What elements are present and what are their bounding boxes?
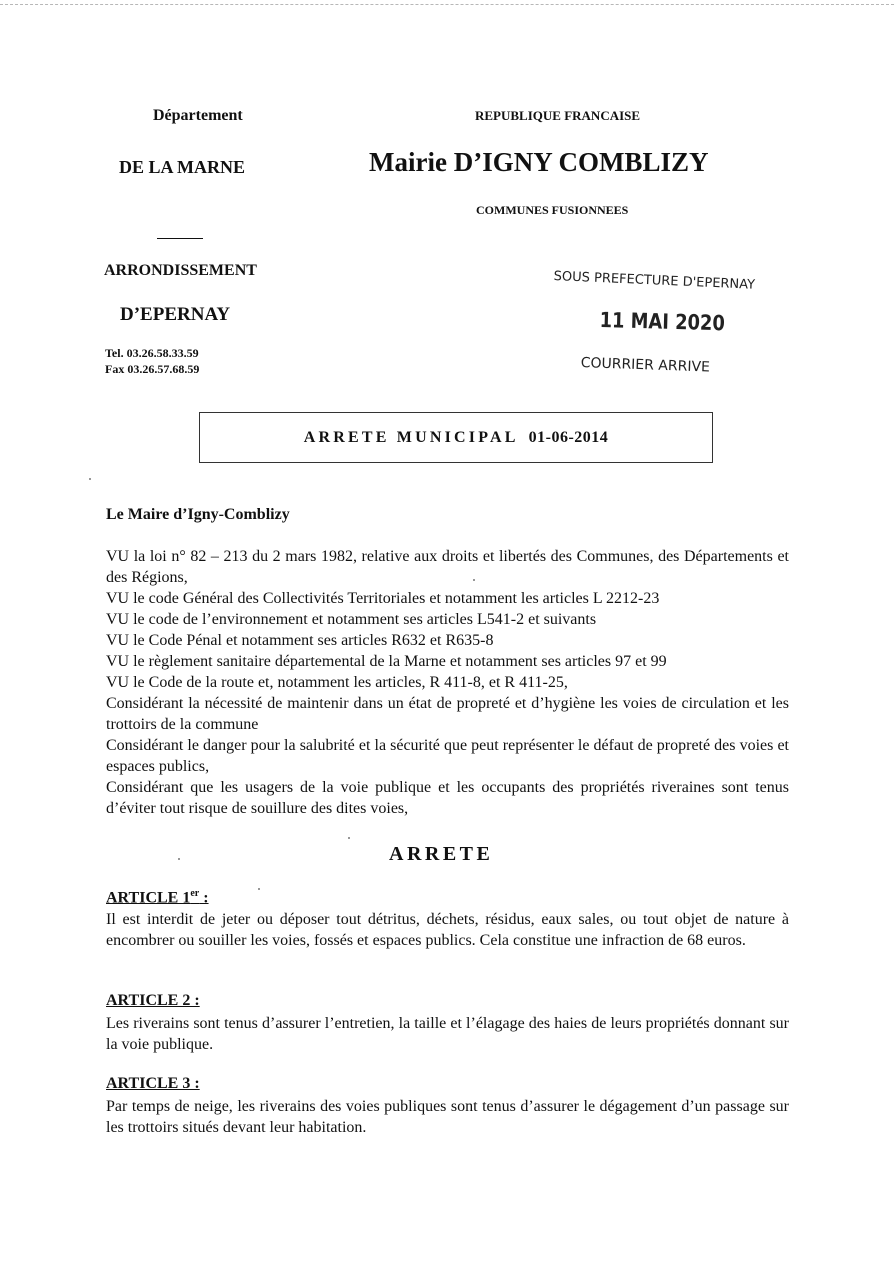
article-1-title-tail: : [199, 889, 209, 907]
author-line: Le Maire d’Igny-Comblizy [106, 506, 290, 523]
departement-name: DE LA MARNE [119, 157, 246, 177]
fax: Fax 03.26.57.68.59 [105, 362, 200, 376]
scan-speck [258, 888, 260, 890]
preamble-line: Considérant que les usagers de la voie publique et les occupants des propriétés riveraines sont tenus d’éviter tout risque de souillure des dites voies, [106, 779, 789, 817]
scan-speck [348, 837, 350, 839]
preamble-line: Considérant le danger pour la salubrité et la sécurité que peut représenter le défaut de propreté des voies et espaces publics, [106, 737, 789, 775]
article-3-title: ARTICLE 3 : [106, 1075, 200, 1092]
arrete-title: ARRETE MUNICIPAL [303, 429, 519, 446]
scan-speck [89, 478, 91, 480]
article-2-text: Les riverains sont tenus d’assurer l’entretien, la taille et l’élagage des haies de leurs propriétés donnant sur la voie publique. [106, 1015, 789, 1053]
preamble-line: VU le code Général des Collectivités Territoriales et notamment les articles L 2212-23 [106, 590, 660, 607]
scan-edge-line [0, 4, 894, 6]
preamble-line: VU le Code de la route et, notamment les articles, R 411-8, et R 411-25, [106, 674, 568, 691]
preamble-line: VU le code de l’environnement et notamment ses articles L541-2 et suivants [106, 611, 597, 628]
republique-label: REPUBLIQUE FRANCAISE [475, 108, 641, 123]
arrondissement-name: D’EPERNAY [120, 304, 231, 325]
article-3-text: Par temps de neige, les riverains des voies publiques sont tenus d’assurer le dégagement d’un passage sur les trottoirs situés devant leur habitation. [106, 1098, 789, 1136]
article-3-body [106, 1096, 789, 1138]
telephone: Tel. 03.26.58.33.59 [105, 346, 199, 360]
preamble-block [106, 546, 789, 819]
stamp-courrier-arrive: COURRIER ARRIVE [580, 355, 711, 376]
arrete-number: 01-06-2014 [528, 429, 609, 446]
article-1-body [106, 909, 789, 951]
arrondissement-label: ARRONDISSEMENT [104, 262, 257, 279]
article-1-title-sup: er [190, 888, 200, 899]
arrete-title-line [200, 429, 712, 447]
article-1-title [106, 888, 209, 907]
preamble-line: VU le Code Pénal et notamment ses articles R632 et R635-8 [106, 632, 494, 649]
article-1-title-main: ARTICLE 1 [106, 889, 191, 907]
mairie-title: Mairie D’IGNY COMBLIZY [369, 147, 709, 177]
article-2-title: ARTICLE 2 : [106, 992, 200, 1009]
arrete-title-box [199, 412, 713, 463]
stamp-date: 11 MAI 2020 [599, 308, 726, 336]
decision-heading: ARRETE [389, 843, 494, 865]
article-1-text: Il est interdit de jeter ou déposer tout détritus, déchets, résidus, eaux sales, ou tout objet de nature à encombrer ou souiller les voies, fossés et espaces publics. Cela constitue une infraction de 68 euros. [106, 911, 789, 949]
departement-label: Département [153, 107, 243, 124]
article-2-body [106, 1013, 789, 1055]
preamble-line: VU le règlement sanitaire départemental de la Marne et notamment ses articles 97 et 99 [106, 653, 667, 670]
communes-label: COMMUNES FUSIONNEES [476, 203, 629, 217]
header-divider [157, 238, 203, 239]
stamp-sous-prefecture: SOUS PREFECTURE D'EPERNAY [553, 269, 756, 293]
scan-speck [178, 858, 180, 860]
scan-speck [473, 579, 475, 581]
preamble-line: Considérant la nécessité de maintenir dans un état de propreté et d’hygiène les voies de circulation et les trottoirs de la commune [106, 695, 789, 733]
preamble-line: VU la loi n° 82 – 213 du 2 mars 1982, relative aux droits et libertés des Communes, des Départements et des Régions, [106, 548, 789, 586]
